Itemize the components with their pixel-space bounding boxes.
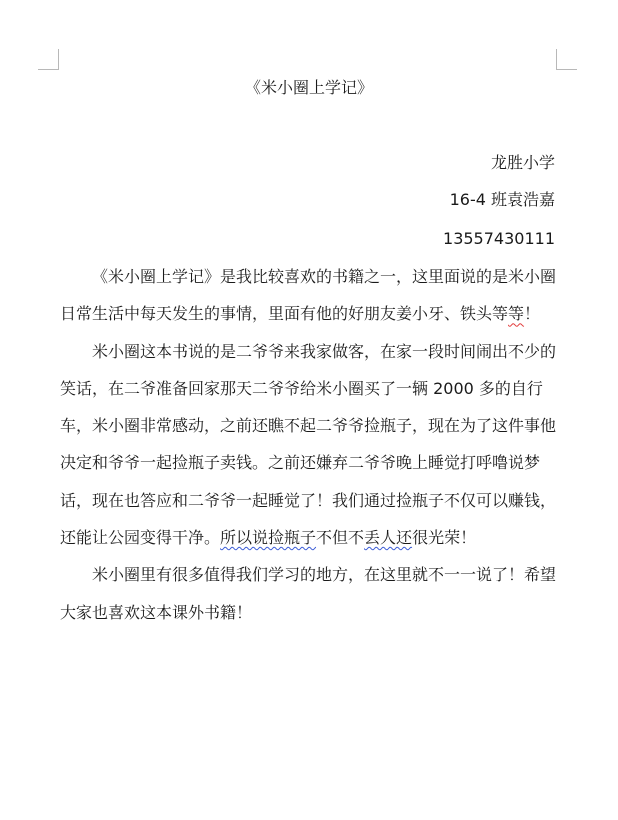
margin-corner-mark-top-right xyxy=(556,49,577,70)
paragraph-2[interactable] xyxy=(60,333,557,557)
spelling-flag: 等 xyxy=(508,304,525,324)
phone-number[interactable]: 13557430111 xyxy=(443,229,555,248)
paragraph-3-text: 米小圈里有很多值得我们学习的地方，在这里就不一一说了！希望大家也喜欢这本课外书籍！ xyxy=(60,565,557,622)
class-and-author[interactable]: 16-4 班袁浩嘉 xyxy=(449,190,555,209)
grammar-flag-1: 所以说捡瓶子 xyxy=(220,528,317,548)
paragraph-1[interactable] xyxy=(60,258,557,333)
paragraph-3[interactable] xyxy=(60,556,557,631)
document-body[interactable] xyxy=(60,258,557,631)
margin-corner-mark-top-left xyxy=(38,49,59,70)
paragraph-1-end: ！ xyxy=(524,304,541,324)
document-title[interactable]: 《米小圈上学记》 xyxy=(244,78,373,97)
grammar-flag-2: 丢人还 xyxy=(364,528,413,548)
paragraph-2-end: 很光荣！ xyxy=(412,528,477,548)
paragraph-2-text: 米小圈这本书说的是二爷爷来我家做客，在家一段时间闹出不少的笑话，在二爷准备回家那天二爷爷给米小圈买了一辆 2000 多的自行车，米小圈非常感动，之前还瞧不起二爷爷捡瓶子，现在为了这件事他决定和爷爷一起捡瓶子卖钱。之前还嫌弃二爷爷晚上睡觉打呼噜说梦话，现在也答应和二爷爷一起睡觉了！我们通过捡瓶子不仅可以赚钱，还能让公园变得干净。 xyxy=(60,341,557,548)
paragraph-1-text: 《米小圈上学记》是我比较喜欢的书籍之一，这里面说的是米小圈日常生活中每天发生的事情，里面有他的好朋友姜小牙、铁头等 xyxy=(60,267,557,324)
school-name[interactable]: 龙胜小学 xyxy=(490,153,555,172)
paragraph-2-mid: 不但不 xyxy=(316,528,365,548)
